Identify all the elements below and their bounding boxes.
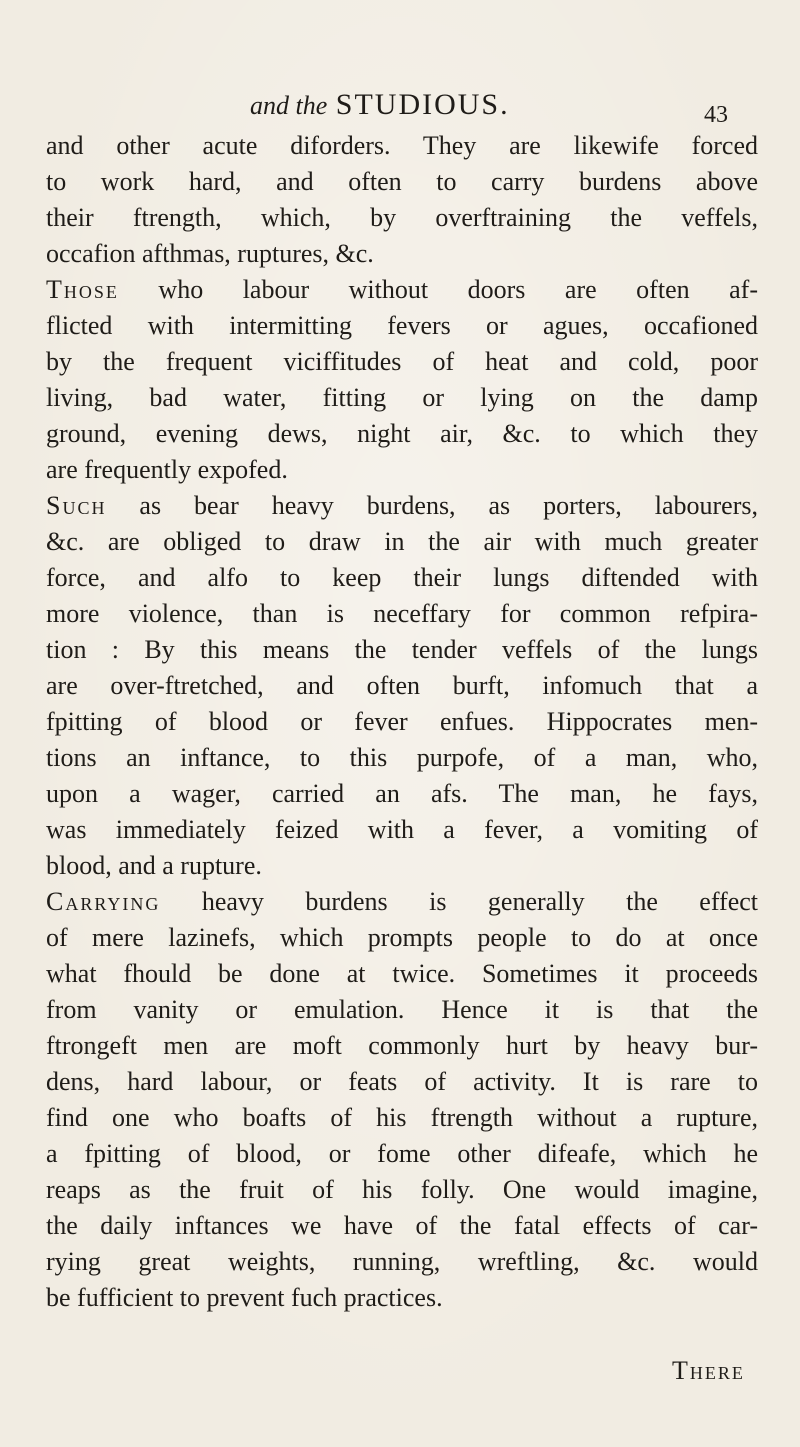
text-line-content: heavy burdens is generally the effect: [160, 887, 758, 916]
text-line: [46, 740, 758, 776]
running-header-title: STUDIOUS.: [335, 88, 510, 121]
text-line-content: reaps as the fruit of his folly. One would imagine,: [46, 1175, 758, 1204]
text-line: [46, 884, 758, 920]
text-line-content: blood, and a rupture.: [46, 851, 262, 880]
text-line: [46, 1028, 758, 1064]
text-line-content: living, bad water, fitting or lying on the damp: [46, 383, 758, 412]
text-line-content: of mere lazinefs, which prompts people to do at once: [46, 923, 758, 952]
text-line: [46, 812, 758, 848]
text-line-content: are frequently expofed.: [46, 455, 288, 484]
text-line: [46, 308, 758, 344]
text-line: [46, 920, 758, 956]
catchword: There: [672, 1356, 745, 1385]
text-line: [46, 956, 758, 992]
text-line: [46, 236, 758, 272]
text-line: [46, 1208, 758, 1244]
text-line: [46, 1280, 758, 1316]
text-line-content: fpitting of blood or fever enfues. Hippocrates men-: [46, 707, 758, 736]
text-line: [46, 452, 758, 488]
text-line: [46, 632, 758, 668]
text-line: [46, 344, 758, 380]
text-line: [46, 380, 758, 416]
text-line: [46, 524, 758, 560]
text-line: [46, 776, 758, 812]
text-line: [46, 488, 758, 524]
text-line: [46, 992, 758, 1028]
text-line: [46, 416, 758, 452]
text-line-content: the daily inftances we have of the fatal effects of car-: [46, 1211, 758, 1240]
text-line: [46, 1100, 758, 1136]
text-line: [46, 596, 758, 632]
text-line-content: what fhould be done at twice. Sometimes it proceeds: [46, 959, 758, 988]
text-line-content: upon a wager, carried an afs. The man, he fays,: [46, 779, 758, 808]
text-line: [46, 560, 758, 596]
text-line-content: to work hard, and often to carry burdens above: [46, 167, 758, 196]
text-line-content: tion : By this means the tender veffels of the lungs: [46, 635, 758, 664]
text-line-content: force, and alfo to keep their lungs diftended with: [46, 563, 758, 592]
text-line-content: tions an inftance, to this purpofe, of a man, who,: [46, 743, 758, 772]
text-line-content: from vanity or emulation. Hence it is that the: [46, 995, 758, 1024]
text-line: [46, 668, 758, 704]
text-line-content: ground, evening dews, night air, &c. to which they: [46, 419, 758, 448]
text-line: [46, 272, 758, 308]
text-line-content: rying great weights, running, wreftling, &c. would: [46, 1247, 758, 1276]
paragraph-lead-word: Such: [46, 491, 107, 520]
text-line: [46, 128, 758, 164]
text-line-content: find one who boafts of his ftrength without a rupture,: [46, 1103, 758, 1132]
text-line: [46, 704, 758, 740]
text-line-content: dens, hard labour, or feats of activity. It is rare to: [46, 1067, 758, 1096]
text-line-content: occafion afthmas, ruptures, &c.: [46, 239, 374, 268]
paragraph-lead-word: Those: [46, 275, 119, 304]
text-line-content: by the frequent viciffitudes of heat and cold, poor: [46, 347, 758, 376]
text-line-content: and other acute diforders. They are likewife forced: [46, 131, 758, 160]
text-line: [46, 200, 758, 236]
running-header: [250, 88, 510, 122]
body-text: [46, 128, 758, 1316]
page-number: 43: [704, 102, 728, 128]
text-line-content: be fufficient to prevent fuch practices.: [46, 1283, 443, 1312]
text-line-content: who labour without doors are often af-: [118, 275, 758, 304]
text-line: [46, 1136, 758, 1172]
running-header-prefix: and the: [250, 91, 328, 120]
text-line-content: more violence, than is neceffary for common refpira-: [46, 599, 758, 628]
text-line: [46, 1172, 758, 1208]
text-line: [46, 1064, 758, 1100]
text-line-content: their ftrength, which, by overftraining the veffels,: [46, 203, 758, 232]
text-line-content: was immediately feized with a fever, a vomiting of: [46, 815, 758, 844]
text-line-content: a fpitting of blood, or fome other difeafe, which he: [46, 1139, 758, 1168]
text-line: [46, 164, 758, 200]
text-line-content: ftrongeft men are moft commonly hurt by heavy bur-: [46, 1031, 758, 1060]
text-line-content: are over-ftretched, and often burft, infomuch that a: [46, 671, 758, 700]
text-line-content: as bear heavy burdens, as porters, labourers,: [106, 491, 758, 520]
paragraph-lead-word: Carrying: [46, 887, 161, 916]
text-line-content: flicted with intermitting fevers or agues, occafioned: [46, 311, 758, 340]
text-line-content: &c. are obliged to draw in the air with much greater: [46, 527, 758, 556]
text-line: [46, 1244, 758, 1280]
text-line: [46, 848, 758, 884]
